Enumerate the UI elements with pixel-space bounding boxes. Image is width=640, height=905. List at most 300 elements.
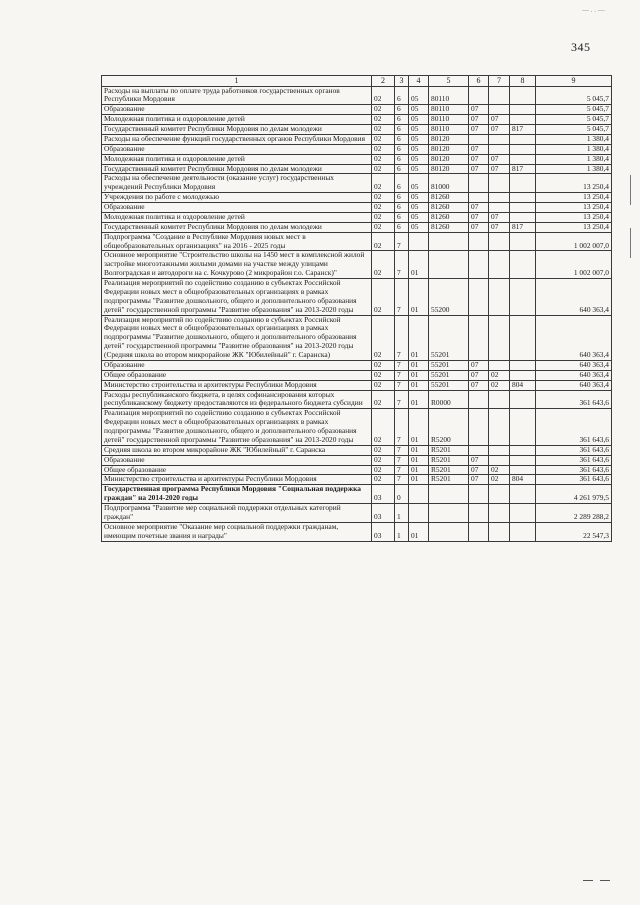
row-code-c4 <box>409 232 429 251</box>
row-code-c3: 6 <box>395 164 409 174</box>
row-code-c5: 55201 <box>429 315 469 360</box>
row-code-c4: 01 <box>409 455 429 465</box>
scan-foot-mark <box>600 880 610 881</box>
row-item-name: Государственный комитет Республики Мордовия по делам молодежи <box>102 125 372 135</box>
column-header: 6 <box>469 76 489 87</box>
row-amount: 13 250,4 <box>536 193 612 203</box>
row-item-name: Образование <box>102 203 372 213</box>
table-row <box>102 360 612 370</box>
row-code-c8 <box>510 370 536 380</box>
row-code-c2: 02 <box>372 154 395 164</box>
row-code-c5 <box>429 251 469 279</box>
row-item-name: Молодежная политика и оздоровление детей <box>102 212 372 222</box>
table-row <box>102 390 612 409</box>
row-code-c2: 02 <box>372 222 395 232</box>
row-amount: 1 002 007,0 <box>536 232 612 251</box>
row-item-name: Образование <box>102 360 372 370</box>
column-header: 7 <box>489 76 510 87</box>
row-code-c5: 80110 <box>429 115 469 125</box>
row-item-name: Средняя школа во втором микрорайоне ЖК "Юбилейный" г. Саранска <box>102 445 372 455</box>
row-code-c3: 7 <box>395 232 409 251</box>
row-code-c5: 80120 <box>429 154 469 164</box>
row-code-c7: 02 <box>489 370 510 380</box>
row-item-name: Молодежная политика и оздоровление детей <box>102 115 372 125</box>
table-row <box>102 174 612 193</box>
row-code-c3: 6 <box>395 174 409 193</box>
row-code-c6 <box>469 390 489 409</box>
row-amount: 1 380,4 <box>536 134 612 144</box>
column-header: 5 <box>429 76 469 87</box>
row-code-c3: 7 <box>395 455 409 465</box>
row-code-c7 <box>489 279 510 316</box>
row-code-c5: 80110 <box>429 86 469 105</box>
row-code-c4: 01 <box>409 465 429 475</box>
row-code-c8 <box>510 504 536 523</box>
row-item-name: Министерство строительства и архитектуры Республики Мордовия <box>102 380 372 390</box>
table-row <box>102 279 612 316</box>
row-amount: 5 045,7 <box>536 86 612 105</box>
row-code-c7 <box>489 522 510 541</box>
table-row <box>102 125 612 135</box>
table-row <box>102 105 612 115</box>
row-item-name: Основное мероприятие "Строительство школы на 1450 мест в комплексной жилой застройке многоэтажными жилыми домами на участке между улицами Волгоградская и автодороги на с. Кочкурово (2 микрорайон г.о. Саранск)" <box>102 251 372 279</box>
row-code-c8 <box>510 279 536 316</box>
row-code-c2: 02 <box>372 445 395 455</box>
expenditure-table <box>101 75 612 542</box>
row-code-c8: 817 <box>510 222 536 232</box>
row-code-c3: 6 <box>395 154 409 164</box>
row-code-c5: R5201 <box>429 465 469 475</box>
row-code-c2: 02 <box>372 203 395 213</box>
row-code-c6 <box>469 174 489 193</box>
row-code-c3: 7 <box>395 360 409 370</box>
scan-edge-mark <box>630 175 631 205</box>
row-code-c7: 02 <box>489 380 510 390</box>
column-header: 4 <box>409 76 429 87</box>
row-code-c5: R5201 <box>429 475 469 485</box>
row-code-c4: 01 <box>409 251 429 279</box>
row-code-c5 <box>429 504 469 523</box>
row-code-c7 <box>489 360 510 370</box>
row-code-c8 <box>510 465 536 475</box>
table-row <box>102 212 612 222</box>
row-code-c6: 07 <box>469 125 489 135</box>
row-code-c8 <box>510 522 536 541</box>
row-code-c2: 02 <box>372 105 395 115</box>
table-row <box>102 193 612 203</box>
scan-edge-mark <box>630 228 631 258</box>
row-code-c6 <box>469 134 489 144</box>
row-code-c7 <box>489 193 510 203</box>
row-code-c3: 7 <box>395 370 409 380</box>
row-code-c7 <box>489 232 510 251</box>
row-code-c4 <box>409 504 429 523</box>
row-code-c8 <box>510 251 536 279</box>
row-code-c8 <box>510 154 536 164</box>
row-amount: 13 250,4 <box>536 212 612 222</box>
page-number: 345 <box>571 40 591 54</box>
column-header: 3 <box>395 76 409 87</box>
row-code-c3: 6 <box>395 125 409 135</box>
row-code-c2: 02 <box>372 115 395 125</box>
row-code-c7 <box>489 445 510 455</box>
row-code-c4: 05 <box>409 212 429 222</box>
row-code-c8 <box>510 455 536 465</box>
row-code-c4: 05 <box>409 203 429 213</box>
row-amount: 1 380,4 <box>536 154 612 164</box>
row-code-c6 <box>469 232 489 251</box>
row-code-c2: 02 <box>372 475 395 485</box>
row-code-c7 <box>489 86 510 105</box>
row-code-c2: 02 <box>372 212 395 222</box>
row-code-c5: R5201 <box>429 445 469 455</box>
row-code-c2: 03 <box>372 504 395 523</box>
row-code-c6 <box>469 409 489 446</box>
row-code-c8 <box>510 86 536 105</box>
row-amount: 361 643,6 <box>536 475 612 485</box>
row-code-c8 <box>510 360 536 370</box>
row-code-c2: 02 <box>372 370 395 380</box>
row-amount: 13 250,4 <box>536 222 612 232</box>
row-item-name: Расходы республиканского бюджета, в целях софинансирования которых республиканскому бюджету предоставляются из федерального бюджета субсидии <box>102 390 372 409</box>
row-code-c3: 6 <box>395 193 409 203</box>
row-code-c3: 7 <box>395 445 409 455</box>
row-code-c4: 05 <box>409 154 429 164</box>
row-code-c6: 07 <box>469 380 489 390</box>
row-code-c7 <box>489 105 510 115</box>
row-code-c7 <box>489 485 510 504</box>
row-item-name: Реализация мероприятий по содействию созданию в субъектах Российской Федерации новых мест в общеобразовательных организациях в рамках подпрограммы "Развитие дошкольного, общего и дополнительного образования детей" государственной программы "Развитие образования" на 2013-2020 годы (Средняя школа во втором микрорайоне ЖК "Юбилейный" г. Саранска) <box>102 315 372 360</box>
row-code-c3: 0 <box>395 485 409 504</box>
row-code-c6: 07 <box>469 115 489 125</box>
row-code-c4: 01 <box>409 409 429 446</box>
row-code-c3: 7 <box>395 315 409 360</box>
row-code-c7 <box>489 251 510 279</box>
row-item-name: Образование <box>102 105 372 115</box>
row-code-c3: 6 <box>395 134 409 144</box>
row-code-c8 <box>510 485 536 504</box>
row-code-c6: 07 <box>469 203 489 213</box>
row-amount: 5 045,7 <box>536 115 612 125</box>
row-code-c8: 817 <box>510 164 536 174</box>
table-row <box>102 370 612 380</box>
row-code-c2: 03 <box>372 522 395 541</box>
row-code-c3: 7 <box>395 390 409 409</box>
row-code-c4: 01 <box>409 475 429 485</box>
row-code-c7: 07 <box>489 115 510 125</box>
row-code-c6 <box>469 522 489 541</box>
row-code-c5: 81260 <box>429 193 469 203</box>
row-code-c4: 05 <box>409 164 429 174</box>
row-amount: 1 380,4 <box>536 164 612 174</box>
table-row <box>102 485 612 504</box>
row-code-c4: 01 <box>409 315 429 360</box>
row-code-c6: 07 <box>469 154 489 164</box>
row-code-c7 <box>489 203 510 213</box>
row-code-c2: 02 <box>372 315 395 360</box>
table-row <box>102 409 612 446</box>
row-code-c3: 6 <box>395 105 409 115</box>
row-item-name: Общее образование <box>102 465 372 475</box>
row-code-c8: 804 <box>510 475 536 485</box>
row-code-c7: 07 <box>489 212 510 222</box>
row-code-c4: 01 <box>409 279 429 316</box>
row-code-c6 <box>469 86 489 105</box>
row-code-c5: 80120 <box>429 144 469 154</box>
row-amount: 2 289 288,2 <box>536 504 612 523</box>
row-code-c8 <box>510 105 536 115</box>
row-code-c8 <box>510 232 536 251</box>
column-header: 9 <box>536 76 612 87</box>
row-code-c4: 05 <box>409 134 429 144</box>
row-code-c6: 07 <box>469 465 489 475</box>
row-code-c8 <box>510 315 536 360</box>
row-item-name: Учреждения по работе с молодежью <box>102 193 372 203</box>
row-code-c5: 80120 <box>429 134 469 144</box>
row-item-name: Образование <box>102 455 372 465</box>
row-code-c6 <box>469 445 489 455</box>
row-code-c7: 02 <box>489 475 510 485</box>
row-code-c8 <box>510 409 536 446</box>
row-item-name: Реализация мероприятий по содействию созданию в субъектах Российской Федерации новых мест в общеобразовательных организациях в рамках подпрограммы "Развитие дошкольного, общего и дополнительного образования детей" государственной программы "Развитие образования" на 2013-2020 годы <box>102 409 372 446</box>
row-code-c8 <box>510 144 536 154</box>
row-code-c4: 05 <box>409 174 429 193</box>
row-code-c3: 7 <box>395 465 409 475</box>
row-amount: 22 547,3 <box>536 522 612 541</box>
table-row <box>102 115 612 125</box>
row-code-c7 <box>489 174 510 193</box>
row-amount: 640 363,4 <box>536 315 612 360</box>
row-code-c4: 05 <box>409 144 429 154</box>
row-code-c7: 07 <box>489 125 510 135</box>
row-code-c2: 02 <box>372 409 395 446</box>
row-code-c2: 03 <box>372 485 395 504</box>
table-row <box>102 134 612 144</box>
row-amount: 640 363,4 <box>536 279 612 316</box>
table-row <box>102 380 612 390</box>
row-code-c6 <box>469 251 489 279</box>
corner-annotation: — . . — <box>582 6 605 14</box>
row-code-c7 <box>489 134 510 144</box>
table-row <box>102 164 612 174</box>
row-code-c6: 07 <box>469 212 489 222</box>
row-code-c2: 02 <box>372 251 395 279</box>
row-code-c4: 05 <box>409 86 429 105</box>
row-code-c3: 7 <box>395 475 409 485</box>
row-amount: 13 250,4 <box>536 174 612 193</box>
row-code-c5: 81260 <box>429 222 469 232</box>
row-code-c2: 02 <box>372 86 395 105</box>
row-code-c2: 02 <box>372 465 395 475</box>
row-code-c2: 02 <box>372 193 395 203</box>
row-amount: 361 643,6 <box>536 445 612 455</box>
row-amount: 5 045,7 <box>536 125 612 135</box>
row-code-c2: 02 <box>372 390 395 409</box>
row-code-c5: R0000 <box>429 390 469 409</box>
row-code-c2: 02 <box>372 125 395 135</box>
row-item-name: Молодежная политика и оздоровление детей <box>102 154 372 164</box>
row-amount: 361 643,6 <box>536 390 612 409</box>
table-row <box>102 455 612 465</box>
row-amount: 5 045,7 <box>536 105 612 115</box>
row-code-c8: 817 <box>510 125 536 135</box>
row-item-name: Государственный комитет Республики Мордовия по делам молодежи <box>102 164 372 174</box>
row-code-c3: 7 <box>395 380 409 390</box>
row-code-c2: 02 <box>372 134 395 144</box>
row-code-c5: 81260 <box>429 212 469 222</box>
table-row <box>102 232 612 251</box>
row-item-name: Общее образование <box>102 370 372 380</box>
row-code-c5: 80110 <box>429 105 469 115</box>
row-code-c7: 07 <box>489 222 510 232</box>
row-code-c6 <box>469 193 489 203</box>
table-row <box>102 465 612 475</box>
row-code-c6 <box>469 504 489 523</box>
table-row <box>102 475 612 485</box>
table-row <box>102 315 612 360</box>
row-code-c4: 05 <box>409 115 429 125</box>
row-code-c5: 55201 <box>429 380 469 390</box>
row-code-c4: 05 <box>409 193 429 203</box>
row-code-c4: 05 <box>409 125 429 135</box>
row-code-c2: 02 <box>372 279 395 316</box>
row-code-c5 <box>429 232 469 251</box>
row-code-c3: 6 <box>395 212 409 222</box>
row-code-c3: 6 <box>395 86 409 105</box>
table-row <box>102 251 612 279</box>
row-amount: 13 250,4 <box>536 203 612 213</box>
row-amount: 361 643,6 <box>536 465 612 475</box>
row-code-c4: 05 <box>409 105 429 115</box>
row-code-c2: 02 <box>372 174 395 193</box>
row-code-c6: 07 <box>469 105 489 115</box>
row-code-c3: 6 <box>395 115 409 125</box>
row-code-c7: 07 <box>489 164 510 174</box>
row-code-c6: 07 <box>469 164 489 174</box>
row-code-c5: 80120 <box>429 164 469 174</box>
row-item-name: Расходы на обеспечение деятельности (оказание услуг) государственных учреждений Республики Мордовия <box>102 174 372 193</box>
row-code-c6: 07 <box>469 370 489 380</box>
column-header: 2 <box>372 76 395 87</box>
row-code-c4: 01 <box>409 522 429 541</box>
row-code-c7: 07 <box>489 154 510 164</box>
row-code-c5: R5200 <box>429 409 469 446</box>
table-row <box>102 222 612 232</box>
row-amount: 640 363,4 <box>536 380 612 390</box>
row-amount: 4 261 979,5 <box>536 485 612 504</box>
row-code-c8 <box>510 115 536 125</box>
row-code-c8 <box>510 445 536 455</box>
row-item-name: Государственный комитет Республики Мордовия по делам молодежи <box>102 222 372 232</box>
row-code-c5: 55201 <box>429 370 469 380</box>
row-code-c4: 01 <box>409 370 429 380</box>
row-code-c3: 6 <box>395 203 409 213</box>
row-amount: 1 002 007,0 <box>536 251 612 279</box>
row-amount: 640 363,4 <box>536 360 612 370</box>
row-code-c3: 7 <box>395 409 409 446</box>
row-amount: 361 643,6 <box>536 455 612 465</box>
row-item-name: Образование <box>102 144 372 154</box>
row-code-c5: 55200 <box>429 279 469 316</box>
table-row <box>102 203 612 213</box>
row-code-c6: 07 <box>469 475 489 485</box>
row-item-name: Расходы на выплаты по оплате труда работников государственных органов Республики Мордовия <box>102 86 372 105</box>
row-code-c6: 07 <box>469 360 489 370</box>
row-code-c7 <box>489 390 510 409</box>
scan-foot-mark <box>583 880 593 881</box>
row-code-c5: 80110 <box>429 125 469 135</box>
column-header: 8 <box>510 76 536 87</box>
row-code-c3: 6 <box>395 144 409 154</box>
row-code-c6 <box>469 279 489 316</box>
table-row <box>102 86 612 105</box>
row-code-c2: 02 <box>372 455 395 465</box>
table-row <box>102 154 612 164</box>
row-code-c2: 02 <box>372 164 395 174</box>
row-code-c3: 7 <box>395 251 409 279</box>
table-header-row <box>102 76 612 87</box>
row-code-c8 <box>510 134 536 144</box>
row-amount: 640 363,4 <box>536 370 612 380</box>
row-code-c3: 1 <box>395 522 409 541</box>
row-item-name: Реализация мероприятий по содействию созданию в субъектах Российской Федерации новых мест в общеобразовательных организациях в рамках подпрограммы "Развитие дошкольного, общего и дополнительного образования детей" государственной программы "Развитие образования" на 2013-2020 годы <box>102 279 372 316</box>
row-code-c7 <box>489 504 510 523</box>
row-code-c5: 81260 <box>429 203 469 213</box>
row-code-c4: 01 <box>409 445 429 455</box>
row-code-c3: 7 <box>395 279 409 316</box>
row-code-c7: 02 <box>489 465 510 475</box>
row-code-c4: 01 <box>409 360 429 370</box>
row-code-c8 <box>510 193 536 203</box>
table-row <box>102 504 612 523</box>
row-item-name: Расходы на обеспечение функций государственных органов Республики Мордовия <box>102 134 372 144</box>
row-code-c2: 02 <box>372 144 395 154</box>
row-code-c5: R5201 <box>429 455 469 465</box>
row-code-c5: 55201 <box>429 360 469 370</box>
row-code-c6: 07 <box>469 222 489 232</box>
row-code-c4: 05 <box>409 222 429 232</box>
row-code-c7 <box>489 144 510 154</box>
column-header: 1 <box>102 76 372 87</box>
row-code-c4 <box>409 485 429 504</box>
row-code-c5: 81000 <box>429 174 469 193</box>
row-item-name: Основное мероприятие "Оказание мер социальной поддержки гражданам, имеющим почетные звания и награды" <box>102 522 372 541</box>
row-item-name: Государственная программа Республики Мордовия "Социальная поддержка граждан" на 2014-2020 годы <box>102 485 372 504</box>
row-code-c7 <box>489 315 510 360</box>
table-row <box>102 522 612 541</box>
row-code-c8 <box>510 174 536 193</box>
row-code-c2: 02 <box>372 380 395 390</box>
row-code-c7 <box>489 455 510 465</box>
row-code-c5 <box>429 522 469 541</box>
row-amount: 361 643,6 <box>536 409 612 446</box>
row-code-c6: 07 <box>469 455 489 465</box>
table-row <box>102 445 612 455</box>
row-code-c6 <box>469 485 489 504</box>
row-code-c3: 6 <box>395 222 409 232</box>
table-row <box>102 144 612 154</box>
row-code-c8 <box>510 203 536 213</box>
row-code-c8 <box>510 390 536 409</box>
row-code-c6 <box>469 315 489 360</box>
row-code-c4: 01 <box>409 390 429 409</box>
row-code-c8: 804 <box>510 380 536 390</box>
row-item-name: Подпрограмма "Создание в Республике Мордовия новых мест в общеобразовательных организациях" на 2016 - 2025 годы <box>102 232 372 251</box>
row-item-name: Министерство строительства и архитектуры Республики Мордовия <box>102 475 372 485</box>
row-code-c2: 02 <box>372 232 395 251</box>
row-code-c4: 01 <box>409 380 429 390</box>
row-code-c3: 1 <box>395 504 409 523</box>
